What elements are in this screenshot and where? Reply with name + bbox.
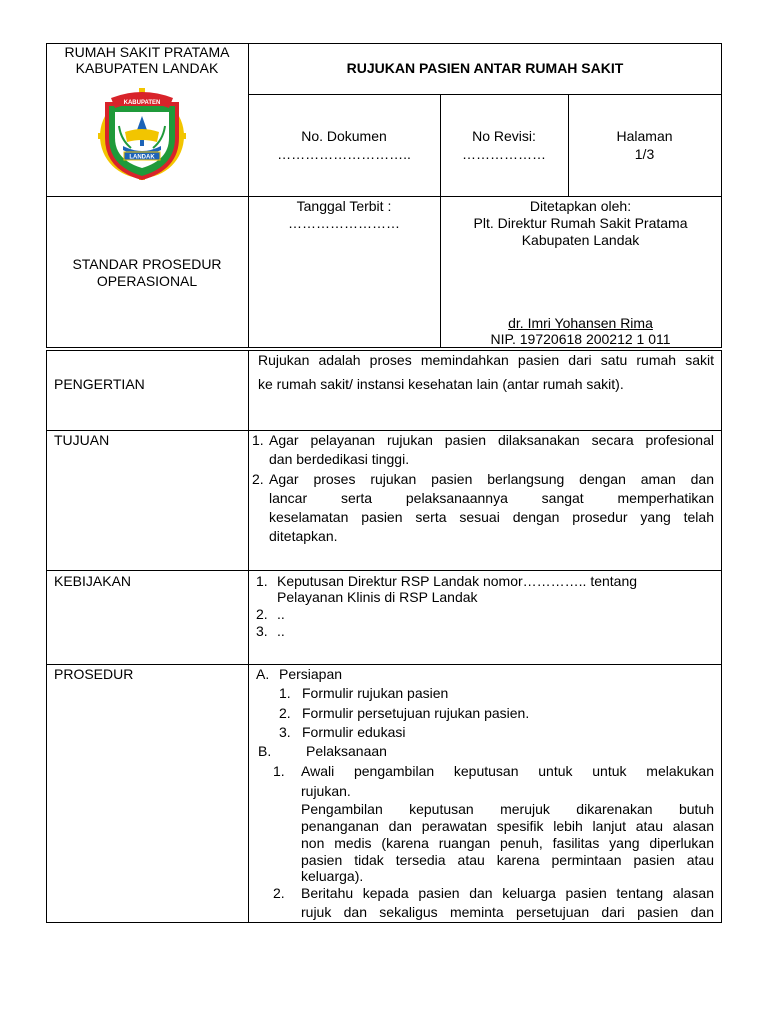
approved-by-line1: Plt. Direktur Rumah Sakit Pratama [473,215,688,231]
prosedur-b1-para-line3: non medis (karena ruangan penuh, fasilitas yang diperlukan [301,835,714,851]
prosedur-b2-line2: rujuk dan sekaligus meminta persetujuan dari pasien dan [301,904,714,920]
prosedur-b1-para-line1: Pengambilan keputusan merujuk dikarenakan butuh [301,801,714,817]
kabupaten-landak-logo [97,86,187,182]
prosedur-a2-number: 2. [279,705,291,721]
kebijakan-item1-line2: Pelayanan Klinis di RSP Landak [277,589,478,605]
issue-date-label: Tanggal Terbit : [296,198,392,214]
hospital-name-line1: RUMAH SAKIT PRATAMA [64,44,230,60]
prosedur-b1-line1: Awali pengambilan keputusan untuk untuk melakukan [301,763,714,779]
prosedur-a2-text: Formulir persetujuan rujukan pasien. [302,705,530,721]
section-label-tujuan: TUJUAN [54,432,110,448]
page-label: Halaman [616,128,673,144]
prosedur-a1-number: 1. [279,685,291,701]
prosedur-a3-text: Formulir edukasi [302,724,406,740]
pengertian-line1: Rujukan adalah proses memindahkan pasien dari satu rumah sakit [258,352,714,368]
sop-label-line2: OPERASIONAL [96,273,198,289]
prosedur-a-letter: A. [256,666,270,682]
prosedur-b1-number: 1. [273,763,285,779]
section-label-prosedur: PROSEDUR [54,666,134,682]
section-label-kebijakan: KEBIJAKAN [54,573,132,589]
prosedur-b1-line2: rujukan. [301,783,351,799]
revision-label: No Revisi: [472,128,536,144]
hospital-name-line2: KABUPATEN LANDAK [75,60,219,76]
kebijakan-item3-text: .. [277,623,285,639]
doc-number-value: ……………………….. [277,146,411,162]
tujuan-item2-number: 2. [252,471,264,487]
page-value: 1/3 [634,146,655,162]
prosedur-b2-line1: Beritahu kepada pasien dan keluarga pasien tentang alasan [301,885,714,901]
tujuan-item1-line1: Agar pelayanan rujukan pasien dilaksanakan secara profesional [269,432,714,448]
document-title: RUJUKAN PASIEN ANTAR RUMAH SAKIT [346,60,624,76]
tujuan-item2-line3: keselamatan pasien serta sesuai dengan prosedur yang telah [269,509,714,525]
tujuan-item1-line2: dan berdedikasi tinggi. [269,451,410,467]
pengertian-line2: ke rumah sakit/ instansi kesehatan lain (antar rumah sakit). [258,376,624,392]
prosedur-a-title: Persiapan [279,666,343,682]
kebijakan-item2-number: 2. [256,606,268,622]
prosedur-a1-text: Formulir rujukan pasien [302,685,449,701]
approved-by-label: Ditetapkan oleh: [529,198,632,214]
prosedur-b1-para-line2: penanganan dan perawatan spesifik lebih lanjut atau alasan [301,818,714,834]
logo-bottom-text: LANDAK [129,154,155,161]
prosedur-b-letter: B. [258,743,272,759]
sop-label-line1: STANDAR PROSEDUR [72,256,222,272]
signer-nip: NIP. 19720618 200212 1 011 [490,331,671,347]
issue-date-value: …………………… [288,215,400,231]
tujuan-item1-number: 1. [252,432,264,448]
prosedur-b1-para-line4: pasien tidak tersedia atau karena permintaan pasien atau [301,852,714,868]
tujuan-item2-line2: lancar serta pelaksanaannya sangat memperhatikan [269,490,714,506]
section-label-pengertian: PENGERTIAN [54,376,145,392]
revision-value: ……………… [462,146,546,162]
prosedur-a3-number: 3. [279,724,291,740]
prosedur-b2-number: 2. [273,885,285,901]
kebijakan-item1-line1: Keputusan Direktur RSP Landak nomor………….. tentang [277,573,638,589]
doc-number-label: No. Dokumen [301,128,387,144]
kebijakan-item1-number: 1. [256,573,268,589]
signer-name: dr. Imri Yohansen Rima [508,315,653,331]
kebijakan-item2-text: .. [277,606,285,622]
kebijakan-item3-number: 3. [256,623,268,639]
tujuan-item2-line4: ditetapkan. [269,528,338,544]
tujuan-item2-line1: Agar proses rujukan pasien berlangsung dengan aman dan [269,471,714,487]
prosedur-b1-para-line5: keluarga). [301,868,364,884]
prosedur-b-title: Pelaksanaan [306,743,387,759]
approved-by-line2: Kabupaten Landak [521,232,640,248]
logo-top-text: KABUPATEN [123,100,161,106]
